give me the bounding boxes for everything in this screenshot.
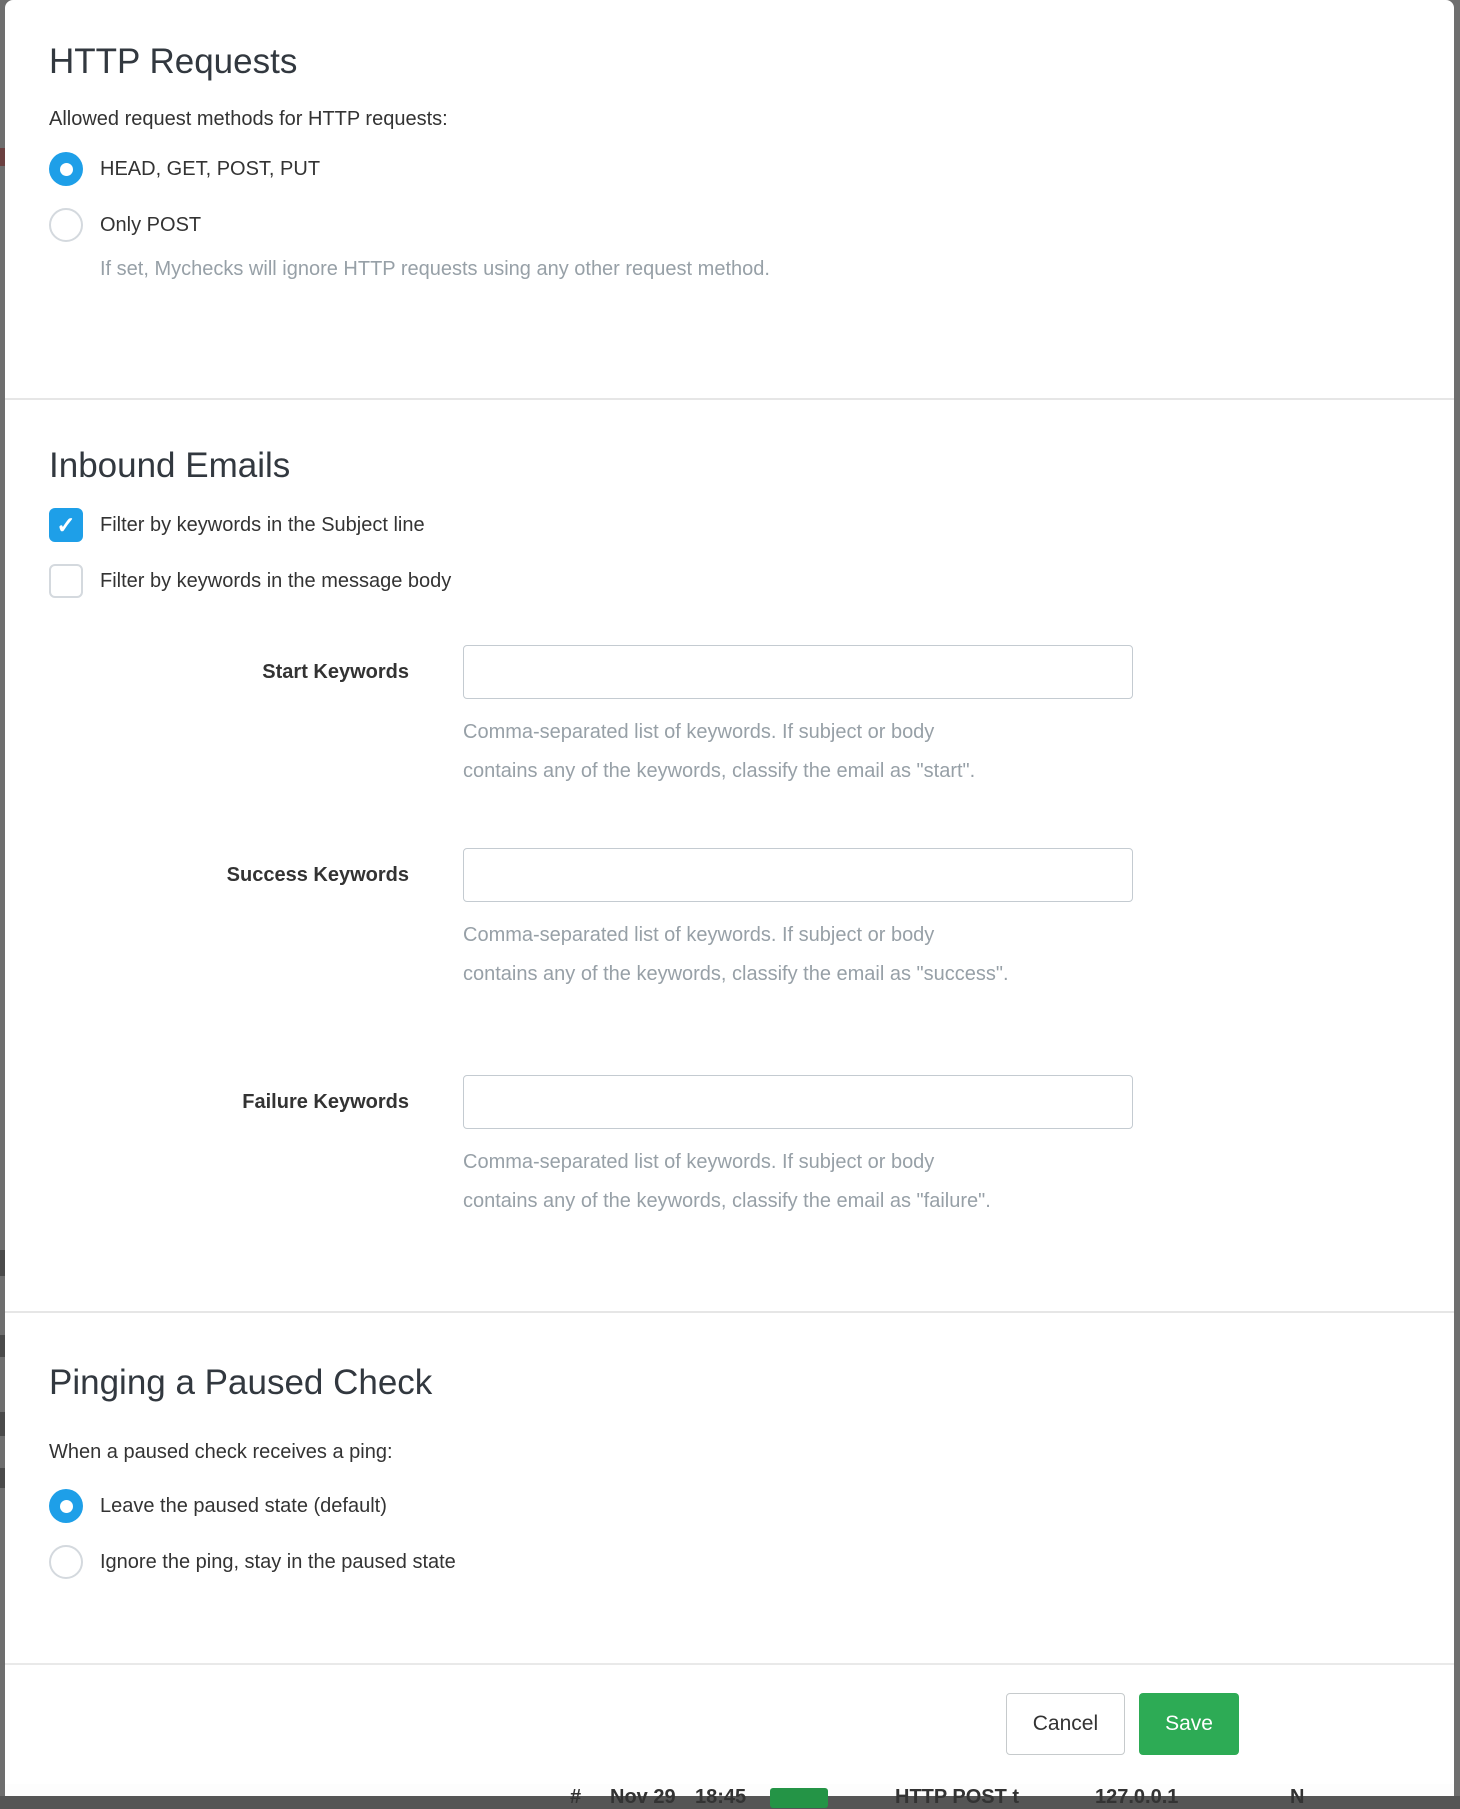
bg-row-fragment: HTTP POST t [895,1786,1020,1808]
checkmark-icon: ✓ [56,511,76,538]
checkbox-box[interactable] [49,508,83,542]
success-keywords-label: Success Keywords [226,863,409,886]
radio-dot [60,163,73,176]
checkbox-box[interactable] [49,564,83,598]
checkbox-label[interactable]: Filter by keywords in the message body [100,569,452,592]
radio-label[interactable]: Ignore the ping, stay in the paused state [100,1550,456,1573]
save-button[interactable]: Save [1139,1693,1239,1755]
help-line: Comma-separated list of keywords. If subject or body [463,1151,935,1173]
cancel-button[interactable]: Cancel [1006,1693,1125,1755]
failure-keywords-label: Failure Keywords [242,1090,409,1113]
bg-row-fragment: # [570,1786,582,1808]
start-keywords-label: Start Keywords [262,660,409,683]
section-inbound-emails [5,400,1454,1313]
radio-dot [60,1500,73,1513]
help-line: contains any of the keywords, classify the email as "success". [463,963,1009,985]
background-table-row [5,1784,1454,1808]
settings-modal [5,0,1454,1784]
bg-row-fragment: 127.0.0.1 [1095,1786,1179,1808]
success-keywords-help [463,916,1063,994]
radio-leave-paused-state[interactable] [49,1489,1410,1523]
radio-label[interactable]: Leave the paused state (default) [100,1494,387,1517]
radio-only-post[interactable] [49,208,1410,242]
radio-button[interactable] [49,1545,83,1579]
checkbox-subject-line[interactable] [49,508,1410,542]
success-keywords-input[interactable] [463,848,1133,902]
bg-row-fragment: Nov 29 [610,1786,676,1808]
help-line: Comma-separated list of keywords. If subject or body [463,924,935,946]
section-subtitle: Allowed request methods for HTTP requests: [49,108,448,130]
bg-row-fragment: N [1290,1786,1305,1808]
success-keywords-group [49,848,1410,994]
backdrop-right-strip [1454,0,1460,1796]
start-keywords-group [49,645,1410,791]
start-keywords-input[interactable] [463,645,1133,699]
checkbox-message-body[interactable] [49,564,1410,598]
section-title: Inbound Emails [49,446,291,485]
failure-keywords-help [463,1143,1063,1221]
checkbox-label[interactable]: Filter by keywords in the Subject line [100,513,425,536]
bg-row-status-badge [770,1788,828,1808]
help-line: Comma-separated list of keywords. If subject or body [463,721,935,743]
failure-keywords-input[interactable] [463,1075,1133,1129]
section-title: HTTP Requests [49,42,298,81]
section-subtitle: When a paused check receives a ping: [49,1441,393,1463]
only-post-note: If set, Mychecks will ignore HTTP requests using any other request method. [100,258,770,280]
help-line: contains any of the keywords, classify the email as "failure". [463,1190,991,1212]
section-title: Pinging a Paused Check [49,1363,433,1402]
radio-label[interactable]: HEAD, GET, POST, PUT [100,157,321,180]
failure-keywords-group [49,1075,1410,1221]
section-http-requests [5,0,1454,400]
help-line: contains any of the keywords, classify the email as "start". [463,760,976,782]
radio-label[interactable]: Only POST [100,213,202,236]
section-paused-check [5,1313,1454,1663]
bg-row-fragment: 18:45 [695,1786,747,1808]
radio-button[interactable] [49,208,83,242]
radio-button[interactable] [49,1489,83,1523]
radio-head-get-post-put[interactable] [49,152,1410,186]
radio-ignore-ping[interactable] [49,1545,1410,1579]
start-keywords-help [463,713,1063,791]
radio-button[interactable] [49,152,83,186]
modal-footer [5,1663,1454,1784]
